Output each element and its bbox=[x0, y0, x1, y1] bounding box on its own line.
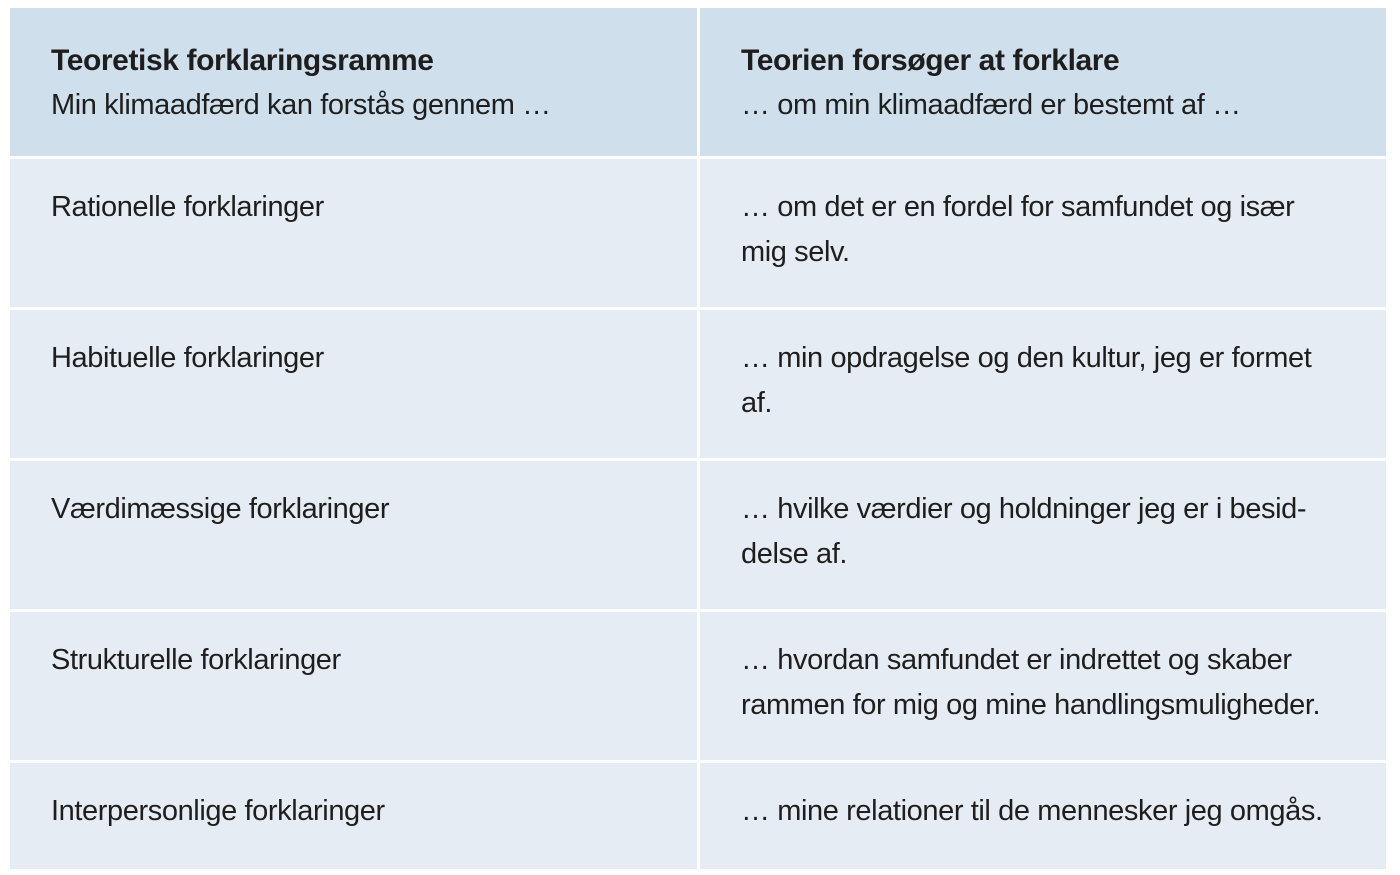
explanation-line: … hvilke værdier og holdninger jeg er i besid- bbox=[741, 493, 1307, 525]
table-row-structural-explanation bbox=[700, 612, 1386, 760]
table-row-structural-framework bbox=[10, 612, 697, 760]
table-row-habitual-explanation bbox=[700, 310, 1386, 458]
table-row-rational-framework bbox=[10, 159, 697, 307]
explanation-line: … mine relationer til de mennesker jeg omgås. bbox=[741, 795, 1323, 827]
explanation-line: af. bbox=[741, 387, 773, 419]
framework-label: Rationelle forklaringer bbox=[51, 191, 324, 223]
column-subtitle-framework: Min klimaadfærd kan forstås gennem … bbox=[51, 89, 551, 121]
table-row-interpersonal-explanation bbox=[700, 763, 1386, 869]
table-row-interpersonal-framework bbox=[10, 763, 697, 869]
explanation-line: … om det er en fordel for samfundet og især bbox=[741, 191, 1295, 223]
framework-label: Strukturelle forklaringer bbox=[51, 644, 341, 676]
explanation-line: … hvordan samfundet er indrettet og skaber bbox=[741, 644, 1292, 676]
table-row-rational-explanation bbox=[700, 159, 1386, 307]
framework-label: Habituelle forklaringer bbox=[51, 342, 324, 374]
explanation-line: delse af. bbox=[741, 538, 848, 570]
header-cell-explanation bbox=[700, 8, 1386, 156]
header-cell-framework bbox=[10, 8, 697, 156]
explanation-line: mig selv. bbox=[741, 236, 850, 268]
table-row-value-framework bbox=[10, 461, 697, 609]
explanation-table bbox=[10, 8, 1386, 869]
framework-label: Interpersonlige forklaringer bbox=[51, 795, 385, 827]
explanation-line: rammen for mig og mine handlingsmuligheder. bbox=[741, 689, 1321, 721]
column-title-explanation: Teorien forsøger at forklare bbox=[741, 44, 1120, 77]
column-title-framework: Teoretisk forklaringsramme bbox=[51, 44, 434, 77]
column-subtitle-explanation: … om min klimaadfærd er bestemt af … bbox=[741, 89, 1241, 121]
framework-label: Værdimæssige forklaringer bbox=[51, 493, 390, 525]
table-row-habitual-framework bbox=[10, 310, 697, 458]
explanation-line: … min opdragelse og den kultur, jeg er formet bbox=[741, 342, 1312, 374]
table-row-value-explanation bbox=[700, 461, 1386, 609]
